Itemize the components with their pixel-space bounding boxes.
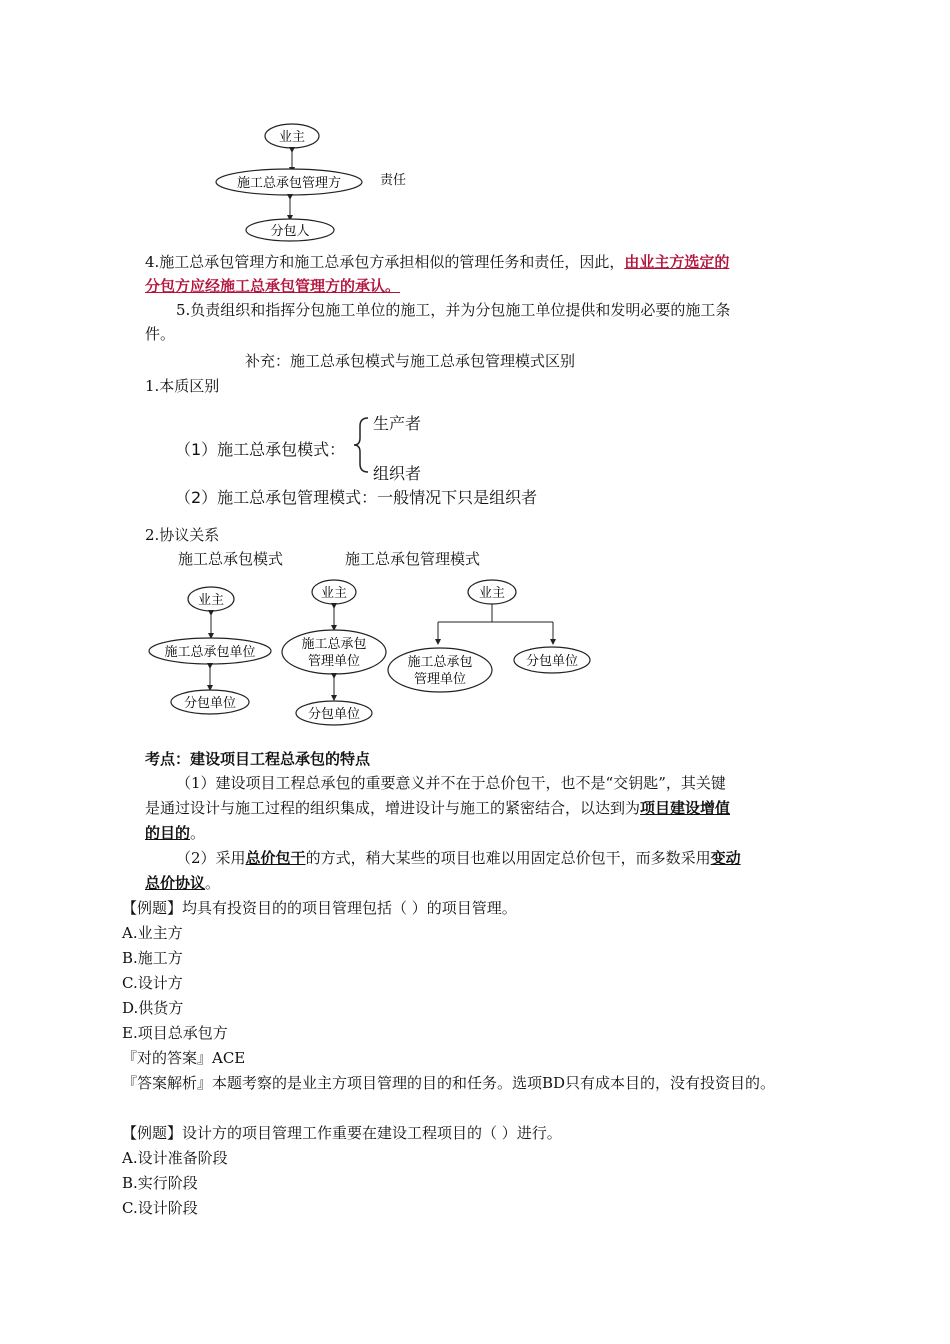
kaodian-p1-line1: （1）建设项目工程总承包的重要意义并不在于总价包干，也不是“交钥匙”，其关键: [176, 774, 726, 792]
q1-option: C.设计方: [122, 974, 183, 992]
essence-heading: 1.本质区别: [145, 377, 220, 395]
responsibility-diagram: [205, 118, 435, 244]
q1-stem: 【例题】均具有投资目的的项目管理包括（ ）的项目管理。: [122, 899, 517, 917]
gc-unit-label: 施工总承包单位: [164, 645, 256, 660]
gcm-b-unit-line2: 管理单位: [413, 672, 467, 687]
agreement-heading: 2.协议关系: [145, 526, 220, 544]
q1-answer: 『对的答案』ACE: [122, 1049, 246, 1067]
item5-line2: 件。: [145, 325, 176, 343]
kaodian-title: 考点：建设项目工程总承包的特点: [145, 750, 371, 768]
item4-line1: 4.施工总承包管理方和施工总承包方承担相似的管理任务和责任，因此，由业主方选定的: [145, 253, 730, 271]
brace-icon: [352, 416, 372, 474]
agreement-label-left: 施工总承包模式: [178, 550, 284, 568]
sub-label: 分包人: [270, 224, 310, 239]
kaodian-p1-line3: 的目的。: [145, 824, 206, 842]
gcm-mode-diagram-a: [282, 580, 386, 725]
kaodian-p2-line1: （2）采用总价包干的方式，稍大某些的项目也难以用固定总价包干，而多数采用变动: [176, 849, 741, 867]
gc-sub-label: 分包单位: [183, 696, 237, 711]
agreement-label-right: 施工总承包管理模式: [345, 550, 481, 568]
item4-line2: 分包方应经施工总承包管理方的承认。: [145, 277, 401, 295]
mode2-label: （2）施工总承包管理模式：一般情况下只是组织者: [175, 488, 538, 507]
q2-option: C.设计阶段: [122, 1199, 198, 1217]
gc-mode-diagram: [149, 587, 271, 714]
item5-line1: 5.负责组织和指挥分包施工单位的施工，并为分包施工单位提供和发明必要的施工条: [176, 301, 731, 319]
gc-owner-label: 业主: [197, 593, 225, 608]
q2-option: B.实行阶段: [122, 1174, 198, 1192]
q2-stem: 【例题】设计方的项目管理工作重要在建设工程项目的（ ）进行。: [122, 1124, 562, 1142]
role-producer: 生产者: [373, 414, 422, 433]
manager-label: 施工总承包管理方: [236, 176, 342, 191]
gcm-a-owner-label: 业主: [320, 586, 348, 601]
supplement-title: 补充：施工总承包模式与施工总承包管理模式区别: [245, 352, 576, 370]
gcm-a-unit-line2: 管理单位: [307, 654, 361, 669]
role-organizer: 组织者: [373, 464, 422, 483]
gcm-a-sub-label: 分包单位: [307, 707, 361, 722]
agreement-diagrams: [140, 574, 600, 730]
kaodian-p1-line2: 是通过设计与施工过程的组织集成，增进设计与施工的紧密结合，以达到为项目建设增值: [145, 799, 731, 817]
q1-option: B.施工方: [122, 949, 183, 967]
responsibility-label: 责任: [380, 173, 407, 188]
owner-label: 业主: [278, 130, 306, 145]
q1-option: E.项目总承包方: [122, 1024, 228, 1042]
q1-option: A.业主方: [122, 924, 183, 942]
q1-option: D.供货方: [122, 999, 184, 1017]
q1-analysis: 『答案解析』本题考察的是业主方项目管理的目的和任务。选项BD只有成本目的，没有投资目的。: [122, 1074, 776, 1092]
gcm-mode-diagram-b: [388, 580, 590, 692]
gcm-b-sub-label: 分包单位: [525, 654, 579, 669]
mode1-label: （1）施工总承包模式：: [175, 440, 346, 459]
gcm-b-unit-line1: 施工总承包: [407, 655, 473, 670]
q2-option: A.设计准备阶段: [122, 1149, 228, 1167]
gcm-b-owner-label: 业主: [478, 586, 506, 601]
kaodian-p2-line2: 总价协议。: [145, 874, 221, 892]
gcm-a-unit-line1: 施工总承包: [301, 637, 367, 652]
